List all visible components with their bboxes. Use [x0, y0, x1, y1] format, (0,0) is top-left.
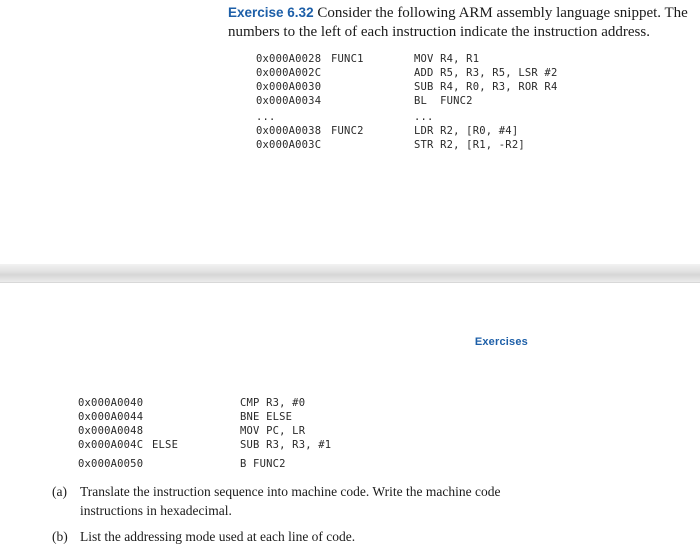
code-ellipsis: ... — [256, 111, 276, 123]
question-text: List the addressing mode used at each line of code. — [80, 529, 356, 544]
code-label: FUNC1 — [331, 53, 364, 65]
question-label: (a) — [52, 484, 67, 499]
question-label: (b) — [52, 529, 68, 544]
code-instruction: MOV R4, R1 — [414, 53, 480, 65]
code-address: 0x000A0038 — [256, 125, 322, 137]
code-instruction: SUB R4, R0, R3, ROR R4 — [414, 81, 558, 93]
code-address: 0x000A0044 — [78, 411, 144, 423]
code-address: 0x000A0030 — [256, 81, 322, 93]
code-instruction: STR R2, [R1, -R2] — [414, 139, 525, 151]
code-instruction: SUB R3, R3, #1 — [240, 439, 332, 451]
code-instruction: ADD R5, R3, R5, LSR #2 — [414, 67, 558, 79]
code-ellipsis: ... — [414, 111, 434, 123]
code-address: 0x000A0048 — [78, 425, 144, 437]
exercise-label: Exercise 6.32 — [228, 5, 314, 20]
code-address: 0x000A003C — [256, 139, 322, 151]
exercise-statement — [228, 3, 688, 42]
code-address: 0x000A0050 — [78, 458, 144, 470]
question-a — [52, 482, 552, 522]
code-address: 0x000A002C — [256, 67, 322, 79]
page-separator-line — [0, 282, 700, 283]
code-instruction: BNE ELSE — [240, 411, 293, 423]
code-instruction: MOV PC, LR — [240, 425, 306, 437]
code-label: ELSE — [152, 439, 179, 451]
code-address: 0x000A004C — [78, 439, 144, 451]
code-instruction: LDR R2, [R0, #4] — [414, 125, 519, 137]
page-separator — [0, 264, 700, 282]
code-instruction: CMP R3, #0 — [240, 397, 306, 409]
code-address: 0x000A0034 — [256, 95, 322, 107]
code-address: 0x000A0028 — [256, 53, 322, 65]
code-instruction: B FUNC2 — [240, 458, 286, 470]
exercise-text: Consider the following ARM assembly language snippet. The numbers to the left of each instruction indicate the instruction address. — [228, 5, 688, 40]
code-instruction: BL FUNC2 — [414, 95, 473, 107]
question-text: Translate the instruction sequence into machine code. Write the machine code instructions in hexadecimal. — [80, 484, 501, 518]
code-address: 0x000A0040 — [78, 397, 144, 409]
question-b — [52, 527, 552, 547]
page-header: Exercises — [474, 336, 528, 348]
code-label: FUNC2 — [331, 125, 364, 137]
